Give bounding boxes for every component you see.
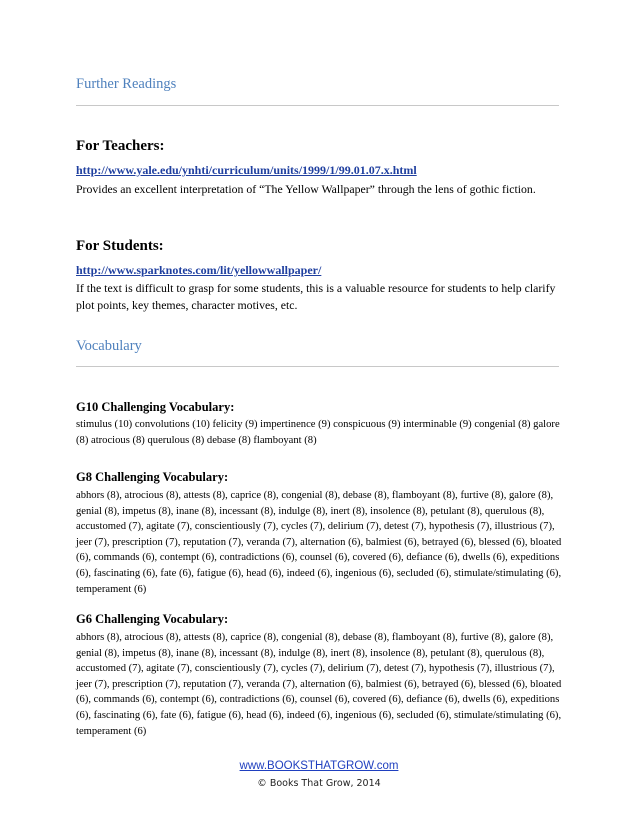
further-readings-title: Further Readings xyxy=(76,76,177,92)
g8-heading: G8 Challenging Vocabulary: xyxy=(76,470,229,484)
further-readings-divider xyxy=(76,105,559,106)
teachers-description: Provides an excellent interpretation of “The Yellow Wallpaper” through the lens of gothic fiction. xyxy=(76,182,536,196)
g6-words: abhors (8), atrocious (8), attests (8), caprice (8), congenial (8), debase (8), flamboyant (8), furtive (8), galore (8), genial (8), impetus (8), inane (8), incessant (8), indulge (8), inert (8), insolence (8), petulant (8), querulous (8), accustomed (7), agitate (7), conscientiously (7), cycles (7), delirium (7), detest (7), hypothesis (7), illustrious (7), jeer (7), prescription (7), reputation (7), veranda (7), alternation (6), balmiest (6), betrayed (6), blessed (6), bloated (6), commands (6), contempt (6), contradictions (6), counsel (6), covered (6), defiance (6), dwells (6), expeditions (6), fascinating (6), fate (6), fatigue (6), head (6), indeed (6), ingenious (6), secluded (6), stimulate/stimulating (6), temperament (6) xyxy=(76,632,562,737)
teachers-link[interactable]: http://www.yale.edu/ynhti/curriculum/units/1999/1/99.01.07.x.html xyxy=(76,163,417,177)
footer-copyright: © Books That Grow, 2014 xyxy=(257,778,381,789)
g10-heading: G10 Challenging Vocabulary: xyxy=(76,400,235,414)
g8-words: abhors (8), atrocious (8), attests (8), caprice (8), congenial (8), debase (8), flamboyant (8), furtive (8), galore (8), genial (8), impetus (8), inane (8), incessant (8), indulge (8), inert (8), insolence (8), petulant (8), querulous (8), accustomed (7), agitate (7), conscientiously (7), cycles (7), delirium (7), detest (7), hypothesis (7), illustrious (7), jeer (7), prescription (7), reputation (7), veranda (7), alternation (6), balmiest (6), betrayed (6), blessed (6), bloated (6), commands (6), contempt (6), contradictions (6), counsel (6), covered (6), defiance (6), dwells (6), expeditions (6), fascinating (6), fate (6), fatigue (6), head (6), indeed (6), ingenious (6), secluded (6), stimulate/stimulating (6), temperament (6) xyxy=(76,490,562,595)
students-description: If the text is difficult to grasp for some students, this is a valuable resource for students to help clarify plot points, key themes, character motives, etc. xyxy=(76,281,556,312)
footer-website-link[interactable]: www.BOOKSTHATGROW.com xyxy=(239,760,399,772)
students-heading: For Students: xyxy=(76,238,164,254)
g6-heading: G6 Challenging Vocabulary: xyxy=(76,612,229,626)
teachers-heading: For Teachers: xyxy=(76,138,165,154)
vocabulary-title: Vocabulary xyxy=(76,338,142,354)
vocabulary-divider xyxy=(76,366,559,367)
students-link[interactable]: http://www.sparknotes.com/lit/yellowwallpaper/ xyxy=(76,263,322,277)
g10-words: stimulus (10) convolutions (10) felicity (9) impertinence (9) conspicuous (9) interminable (9) congenial (8) galore (8) atrocious (8) querulous (8) debase (8) flamboyant (8) xyxy=(76,419,560,446)
